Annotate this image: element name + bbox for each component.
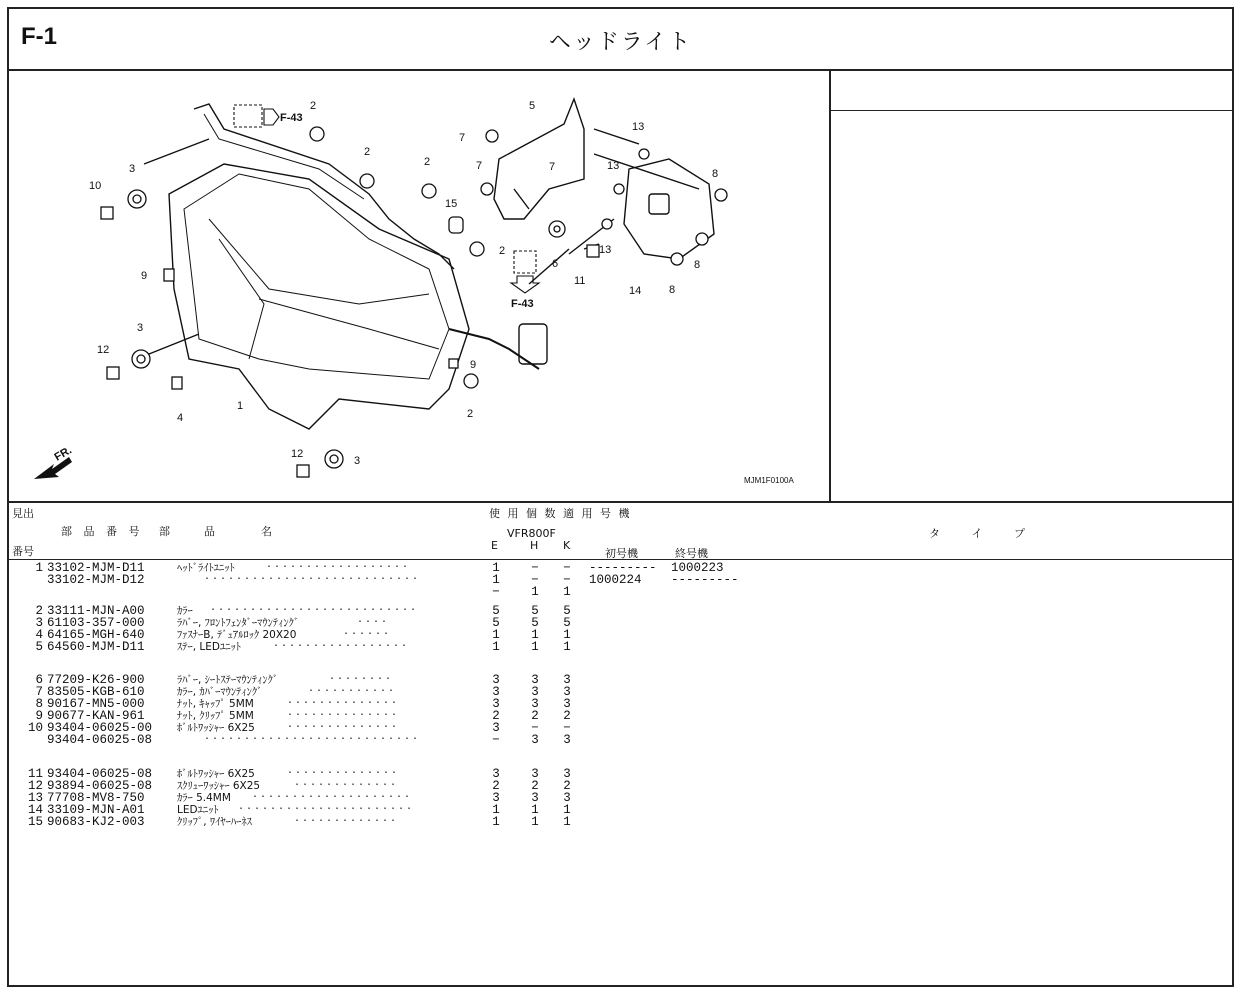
row-part-number: 64165-MGH-640: [47, 628, 145, 642]
row-qty-e: 3: [492, 673, 500, 687]
row-ref-number: 1: [35, 561, 43, 575]
table-row: 93404-06025-08 − 3 3 ···························: [9, 734, 1232, 746]
row-qty-e: 1: [492, 573, 500, 587]
svg-text:7: 7: [459, 132, 466, 144]
row-part-name: ｽﾃｰ, LEDﾕﾆｯﾄ: [177, 641, 241, 653]
row-qty-k: 1: [563, 815, 571, 829]
row-qty-e: 1: [492, 628, 500, 642]
row-part-number: 93404-06025-08: [47, 733, 153, 747]
row-qty-e: −: [492, 733, 500, 747]
row-ref-number: 5: [35, 640, 43, 654]
row-qty-k: 1: [563, 640, 571, 654]
table-row: 4 64165-MGH-640 ﾌｧｽﾅｰB, ﾃﾞｭｱﾙﾛｯｸ 20X20 1 1 1 ······: [9, 629, 1232, 641]
row-part-number: 93404-06025-00: [47, 721, 153, 735]
table-row: 15 90683-KJ2-003 ｸﾘｯﾌﾟ, ﾜｲﾔｰﾊｰﾈｽ 1 1 1 ·············: [9, 816, 1232, 828]
row-qty-h: 3: [531, 767, 539, 781]
row-qty-k: 1: [563, 628, 571, 642]
table-row: 12 93894-06025-08 ｽｸﾘｭｰﾜｯｼｬｰ 6X25 2 2 2 ·············: [9, 780, 1232, 792]
svg-text:2: 2: [364, 146, 371, 158]
row-part-number: 61103-357-000: [47, 616, 145, 630]
type-panel-divider: [831, 110, 1234, 111]
header-first-serial: 初号機: [605, 547, 638, 560]
svg-text:12: 12: [291, 448, 304, 460]
svg-text:1: 1: [237, 400, 244, 412]
svg-text:9: 9: [141, 270, 148, 282]
row-part-number: 64560-MJM-D11: [47, 640, 145, 654]
table-row: 8 90167-MN5-000 ﾅｯﾄ, ｷｬｯﾌﾟ 5MM 3 3 3 ··············: [9, 698, 1232, 710]
row-qty-k: 5: [563, 616, 571, 630]
row-part-number: 90683-KJ2-003: [47, 815, 145, 829]
row-qty-h: 3: [531, 685, 539, 699]
svg-text:2: 2: [467, 408, 474, 420]
row-qty-k: −: [563, 573, 571, 587]
row-qty-h: 2: [531, 779, 539, 793]
row-qty-k: 3: [563, 733, 571, 747]
svg-text:3: 3: [354, 455, 361, 467]
row-qty-h: 1: [531, 640, 539, 654]
row-part-name: ｸﾘｯﾌﾟ, ﾜｲﾔｰﾊｰﾈｽ: [177, 816, 252, 828]
header-midashi: 見出: [12, 507, 34, 520]
table-row: 1 33102-MJM-D11 ﾍｯﾄﾞﾗｲﾄﾕﾆｯﾄ 1 − − --------- 1000223 ··················: [9, 562, 1232, 574]
ref-f43-top: F-43: [280, 112, 303, 124]
svg-text:2: 2: [424, 156, 431, 168]
row-part-name: ﾌｧｽﾅｰB, ﾃﾞｭｱﾙﾛｯｸ 20X20: [177, 629, 297, 641]
row-qty-e: 5: [492, 604, 500, 618]
row-last-serial: ---------: [671, 573, 739, 587]
row-qty-e: 3: [492, 697, 500, 711]
exploded-view-illustration: [9, 69, 829, 501]
section-code: F-1: [21, 23, 57, 50]
header-model: VFR800F: [507, 527, 556, 540]
table-row: [9, 586, 1232, 598]
table-row: 11 93404-06025-08 ﾎﾞﾙﾄﾜｯｼｬｰ 6X25 3 3 3 ··············: [9, 768, 1232, 780]
row-part-number: 93404-06025-08: [47, 767, 153, 781]
page-header: [9, 9, 1232, 71]
svg-text:11: 11: [574, 275, 586, 287]
row-qty-k: −: [563, 721, 571, 735]
svg-text:14: 14: [629, 285, 642, 297]
row-ref-number: 7: [35, 685, 43, 699]
row-part-name: ｽｸﾘｭｰﾜｯｼｬｰ 6X25: [177, 780, 261, 792]
row-qty-k: 3: [563, 673, 571, 687]
row-part-name: ﾅｯﾄ, ｷｬｯﾌﾟ 5MM: [177, 698, 254, 710]
header-part-name-c: 名: [261, 525, 272, 538]
table-row: 9 90677-KAN-961 ﾅｯﾄ, ｸﾘｯﾌﾟ 5MM 2 2 2 ··············: [9, 710, 1232, 722]
row-part-number: 33109-MJN-A01: [47, 803, 145, 817]
front-label: FR.: [52, 444, 74, 464]
row-qty-h: 1: [531, 628, 539, 642]
row-ref-number: 6: [35, 673, 43, 687]
row-part-name: ｶﾗｰ, ｶﾊﾞｰﾏｳﾝﾃｨﾝｸﾞ: [177, 686, 263, 698]
table-header: [9, 503, 1232, 560]
row-qty-e: 1: [492, 815, 500, 829]
svg-text:13: 13: [607, 160, 620, 172]
header-part-name-b: 品: [204, 525, 215, 538]
row-part-name: ﾗﾊﾞｰ, ｼｰﾄｽﾃｰﾏｳﾝﾃｨﾝｸﾞ: [177, 674, 279, 686]
row-qty-h: 3: [531, 733, 539, 747]
page-frame: [7, 7, 1234, 987]
svg-text:8: 8: [669, 284, 676, 296]
row-qty-e: 2: [492, 779, 500, 793]
row-part-number: 77708-MV8-750: [47, 791, 145, 805]
header-usage: 使 用 個 数 適 用 号 機: [489, 507, 632, 520]
svg-text:2: 2: [499, 245, 506, 257]
row-qty-e: 1: [492, 561, 500, 575]
row-qty-k: 3: [563, 697, 571, 711]
row-ref-number: 4: [35, 628, 43, 642]
row-qty-h: −: [531, 573, 539, 587]
svg-text:15: 15: [445, 198, 458, 210]
header-part-number: 部 品 番 号: [61, 525, 144, 538]
row-ref-number: 10: [27, 721, 43, 735]
row-qty-h: 1: [531, 815, 539, 829]
row-part-name: ﾎﾞﾙﾄﾜｯｼｬｰ 6X25: [177, 768, 255, 780]
svg-text:7: 7: [476, 160, 483, 172]
row-qty-k: 3: [563, 767, 571, 781]
row-qty-e: 3: [492, 721, 500, 735]
row-qty-h: 1: [531, 585, 539, 599]
row-ref-number: 2: [35, 604, 43, 618]
row-qty-e: 1: [492, 803, 500, 817]
header-col-e: E: [491, 539, 498, 552]
row-qty-k: 1: [563, 803, 571, 817]
header-col-h: H: [530, 539, 539, 552]
table-row: 6 77209-K26-900 ﾗﾊﾞｰ, ｼｰﾄｽﾃｰﾏｳﾝﾃｨﾝｸﾞ 3 3 3 ········: [9, 674, 1232, 686]
row-qty-k: 2: [563, 779, 571, 793]
svg-text:6: 6: [552, 258, 559, 270]
svg-text:8: 8: [694, 259, 701, 271]
row-ref-number: 14: [27, 803, 43, 817]
row-first-serial: 1000224: [589, 573, 642, 587]
row-qty-e: 3: [492, 791, 500, 805]
row-qty-e: 1: [492, 640, 500, 654]
page-title: ヘッドライト: [548, 30, 693, 55]
row-ref-number: 9: [35, 709, 43, 723]
row-ref-number: 11: [27, 767, 43, 781]
svg-text:4: 4: [177, 412, 184, 424]
row-qty-h: −: [531, 561, 539, 575]
row-ref-number: 13: [27, 791, 43, 805]
row-qty-e: 3: [492, 685, 500, 699]
row-ref-number: 8: [35, 697, 43, 711]
table-row: 5 64560-MJM-D11 ｽﾃｰ, LEDﾕﾆｯﾄ 1 1 1 ·················: [9, 641, 1232, 653]
row-qty-h: −: [531, 721, 539, 735]
header-part-name-a: 部: [159, 525, 170, 538]
row-part-number: 77209-K26-900: [47, 673, 145, 687]
svg-text:10: 10: [89, 180, 102, 192]
header-no: 番号: [12, 545, 34, 558]
row-qty-k: 3: [563, 685, 571, 699]
row-part-name: ﾗﾊﾞｰ, ﾌﾛﾝﾄﾌｪﾝﾀﾞｰﾏｳﾝﾃｨﾝｸﾞ: [177, 617, 300, 629]
table-row: 7 83505-KGB-610 ｶﾗｰ, ｶﾊﾞｰﾏｳﾝﾃｨﾝｸﾞ 3 3 3 ···········: [9, 686, 1232, 698]
parts-diagram: [9, 69, 831, 503]
row-qty-k: −: [563, 561, 571, 575]
row-qty-e: 5: [492, 616, 500, 630]
row-part-name: ﾍｯﾄﾞﾗｲﾄﾕﾆｯﾄ: [177, 562, 235, 574]
row-qty-e: −: [492, 585, 500, 599]
row-ref-number: 3: [35, 616, 43, 630]
row-qty-k: 3: [563, 791, 571, 805]
svg-text:13: 13: [632, 121, 645, 133]
table-row: 14 33109-MJN-A01 LEDﾕﾆｯﾄ 1 1 1 ······················: [9, 804, 1232, 816]
svg-text:13: 13: [599, 244, 612, 256]
svg-text:9: 9: [470, 359, 477, 371]
row-last-serial: 1000223: [671, 561, 724, 575]
ref-f43-mid: F-43: [511, 298, 534, 310]
row-qty-h: 2: [531, 709, 539, 723]
row-part-name: LEDﾕﾆｯﾄ: [177, 804, 219, 816]
row-part-number: 90677-KAN-961: [47, 709, 145, 723]
row-qty-k: 1: [563, 585, 571, 599]
svg-text:3: 3: [137, 322, 144, 334]
svg-text:5: 5: [529, 100, 536, 112]
row-part-name: ｶﾗｰ 5.4MM: [177, 792, 231, 804]
row-part-number: 33102-MJM-D12: [47, 573, 145, 587]
row-qty-h: 1: [531, 803, 539, 817]
table-row: 33102-MJM-D12 1 − − 1000224 --------- ···························: [47, 573, 739, 587]
header-last-serial: 終号機: [675, 547, 708, 560]
row-qty-h: 3: [531, 697, 539, 711]
svg-text:8: 8: [712, 168, 719, 180]
row-qty-h: 3: [531, 673, 539, 687]
row-part-number: 83505-KGB-610: [47, 685, 145, 699]
row-qty-h: 5: [531, 604, 539, 618]
row-ref-number: 12: [27, 779, 43, 793]
header-type: タ イ プ: [929, 527, 1039, 540]
table-row: 2 33111-MJN-A00 ｶﾗｰ 5 5 5 ··························: [9, 605, 1232, 617]
row-qty-k: 2: [563, 709, 571, 723]
front-arrow-icon: [34, 457, 72, 479]
row-part-name: ﾅｯﾄ, ｸﾘｯﾌﾟ 5MM: [177, 710, 254, 722]
svg-text:7: 7: [549, 161, 556, 173]
row-part-number: 33111-MJN-A00: [47, 604, 145, 618]
table-row: 10 93404-06025-00 ﾎﾞﾙﾄﾜｯｼｬｰ 6X25 3 − − ··············: [9, 722, 1232, 734]
row-part-number: 33102-MJM-D11: [47, 561, 145, 575]
row-qty-h: 3: [531, 791, 539, 805]
table-row: 3 61103-357-000 ﾗﾊﾞｰ, ﾌﾛﾝﾄﾌｪﾝﾀﾞｰﾏｳﾝﾃｨﾝｸﾞ 5 5 5 ····: [9, 617, 1232, 629]
row-part-name: ｶﾗｰ: [177, 605, 193, 617]
row-first-serial: ---------: [589, 561, 657, 575]
row-part-number: 90167-MN5-000: [47, 697, 145, 711]
row-part-number: 93894-06025-08: [47, 779, 153, 793]
row-qty-e: 3: [492, 767, 500, 781]
svg-text:3: 3: [129, 163, 136, 175]
type-panel: [831, 69, 1234, 503]
row-qty-e: 2: [492, 709, 500, 723]
row-part-name: ﾎﾞﾙﾄﾜｯｼｬｰ 6X25: [177, 722, 255, 734]
svg-text:12: 12: [97, 344, 110, 356]
table-row: 13 77708-MV8-750 ｶﾗｰ 5.4MM 3 3 3 ····················: [9, 792, 1232, 804]
row-ref-number: 15: [27, 815, 43, 829]
svg-text:2: 2: [310, 100, 317, 112]
row-qty-k: 5: [563, 604, 571, 618]
header-col-k: K: [563, 539, 571, 552]
row-qty-h: 5: [531, 616, 539, 630]
image-code: MJM1F0100A: [744, 476, 794, 485]
